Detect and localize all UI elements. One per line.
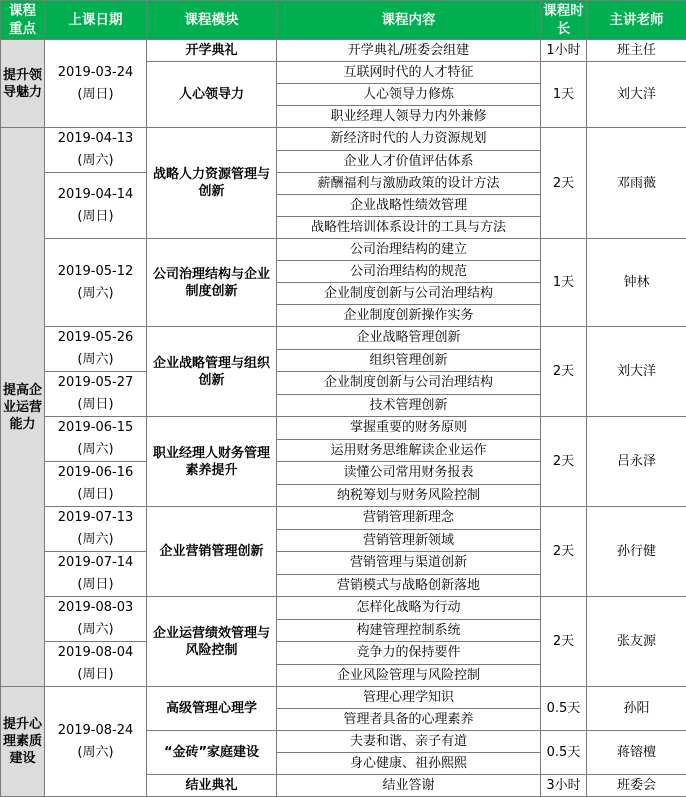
duration-cell: 0.5天 [541,731,587,775]
weekday-text: (周六) [47,283,144,305]
content-cell: 企业风险管理与风险控制 [277,664,541,687]
teacher-cell: 蒋镕檀 [587,731,686,775]
content-cell: 竞争力的保持要件 [277,642,541,665]
date-text: 2019-07-13 [47,507,144,529]
header-duration: 课程时长 [541,1,587,40]
duration-cell: 1天 [541,62,587,128]
table-row [1,507,686,530]
content-cell: 运用财务思维解读企业运作 [277,439,541,462]
date-text: 2019-05-12 [47,261,144,283]
teacher-cell: 邓雨薇 [587,128,686,239]
table-row [1,417,686,440]
date-cell [45,507,147,552]
content-cell: 营销管理新领域 [277,529,541,552]
teacher-cell: 孙阳 [587,687,686,731]
date-text: 2019-08-04 [47,642,144,664]
weekday-text: (周日) [47,394,144,416]
date-text: 2019-05-26 [47,327,144,349]
weekday-text: (周日) [47,664,144,686]
date-cell [45,417,147,462]
teacher-cell: 吕永泽 [587,417,686,507]
date-cell [45,128,147,173]
content-cell: 管理心理学知识 [277,687,541,709]
date-text: 2019-04-14 [47,184,144,206]
date-cell [45,597,147,642]
content-cell: 掌握重要的财务原则 [277,417,541,440]
duration-cell: 2天 [541,128,587,239]
table-row [1,128,686,151]
module-cell: 职业经理人财务管理素养提升 [147,417,277,507]
content-cell: 新经济时代的人力资源规划 [277,128,541,151]
module-cell: “金砖”家庭建设 [147,731,277,775]
module-cell: 结业典礼 [147,775,277,797]
content-cell: 公司治理结构的建立 [277,239,541,261]
weekday-text: (周日) [47,84,144,106]
header-row [1,1,686,40]
date-text: 2019-05-27 [47,372,144,394]
weekday-text: (周六) [47,529,144,551]
module-cell: 高级管理心理学 [147,687,277,731]
date-text: 2019-08-03 [47,597,144,619]
date-cell [45,462,147,507]
emphasis-cell: 提高企业运营能力 [1,128,45,687]
teacher-cell: 班委会 [587,775,686,797]
table-row [1,239,686,261]
date-cell [45,327,147,372]
date-text: 2019-07-14 [47,552,144,574]
content-cell: 互联网时代的人才特征 [277,62,541,84]
table-row [1,327,686,350]
duration-cell: 1小时 [541,40,587,62]
teacher-cell: 班主任 [587,40,686,62]
content-cell: 战略性培训体系设计的工具与方法 [277,217,541,239]
module-cell: 企业运营绩效管理与风险控制 [147,597,277,687]
header-module: 课程模块 [147,1,277,40]
duration-cell: 3小时 [541,775,587,797]
date-cell [45,372,147,417]
content-cell: 人心领导力修炼 [277,84,541,106]
content-cell: 身心健康、祖孙熙熙 [277,753,541,775]
content-cell: 营销管理新理念 [277,507,541,530]
date-cell [45,40,147,128]
teacher-cell: 刘大洋 [587,62,686,128]
content-cell: 组织管理创新 [277,349,541,372]
content-cell: 公司治理结构的规范 [277,261,541,283]
content-cell: 企业人才价值评估体系 [277,150,541,173]
table-row [1,687,686,709]
teacher-cell: 孙行健 [587,507,686,597]
content-cell: 管理者具备的心理素养 [277,709,541,731]
content-cell: 夫妻和谐、亲子有道 [277,731,541,753]
content-cell: 职业经理人领导力内外兼修 [277,106,541,128]
duration-cell: 2天 [541,507,587,597]
date-text: 2019-04-13 [47,128,144,150]
date-cell [45,642,147,687]
content-cell: 怎样化战略为行动 [277,597,541,620]
schedule-body [1,40,686,797]
table-row [1,40,686,62]
content-cell: 开学典礼/班委会组建 [277,40,541,62]
weekday-text: (周六) [47,150,144,172]
teacher-cell: 张友源 [587,597,686,687]
date-cell [45,173,147,239]
header-emphasis: 课程重点 [1,1,45,40]
header-date: 上课日期 [45,1,147,40]
content-cell: 读懂公司常用财务报表 [277,462,541,485]
weekday-text: (周日) [47,206,144,228]
module-cell: 战略人力资源管理与创新 [147,128,277,239]
module-cell: 人心领导力 [147,62,277,128]
duration-cell: 1天 [541,239,587,327]
duration-cell: 2天 [541,327,587,417]
module-cell: 公司治理结构与企业制度创新 [147,239,277,327]
duration-cell: 0.5天 [541,687,587,731]
header-content: 课程内容 [277,1,541,40]
teacher-cell: 钟林 [587,239,686,327]
content-cell: 企业战略性绩效管理 [277,195,541,217]
weekday-text: (周六) [47,439,144,461]
module-cell: 企业营销管理创新 [147,507,277,597]
content-cell: 企业制度创新操作实务 [277,305,541,327]
duration-cell: 2天 [541,417,587,507]
content-cell: 薪酬福利与激励政策的设计方法 [277,173,541,195]
date-cell [45,239,147,327]
weekday-text: (周六) [47,619,144,641]
teacher-cell: 刘大洋 [587,327,686,417]
content-cell: 营销模式与战略创新落地 [277,574,541,597]
weekday-text: (周日) [47,574,144,596]
header-teacher: 主讲老师 [587,1,686,40]
table-row [1,597,686,620]
date-cell [45,687,147,797]
content-cell: 企业战略管理创新 [277,327,541,350]
weekday-text: (周六) [47,742,144,764]
weekday-text: (周六) [47,349,144,371]
module-cell: 企业战略管理与组织创新 [147,327,277,417]
date-text: 2019-06-16 [47,462,144,484]
emphasis-cell: 提升领导魅力 [1,40,45,128]
date-text: 2019-03-24 [47,62,144,84]
emphasis-cell: 提升心理素质建设 [1,687,45,797]
duration-cell: 2天 [541,597,587,687]
content-cell: 结业答谢 [277,775,541,797]
content-cell: 构建管理控制系统 [277,619,541,642]
content-cell: 营销管理与渠道创新 [277,552,541,575]
date-cell [45,552,147,597]
content-cell: 企业制度创新与公司治理结构 [277,372,541,395]
module-cell: 开学典礼 [147,40,277,62]
date-text: 2019-08-24 [47,720,144,742]
content-cell: 企业制度创新与公司治理结构 [277,283,541,305]
content-cell: 纳税筹划与财务风险控制 [277,484,541,507]
date-text: 2019-06-15 [47,417,144,439]
content-cell: 技术管理创新 [277,394,541,417]
weekday-text: (周日) [47,484,144,506]
